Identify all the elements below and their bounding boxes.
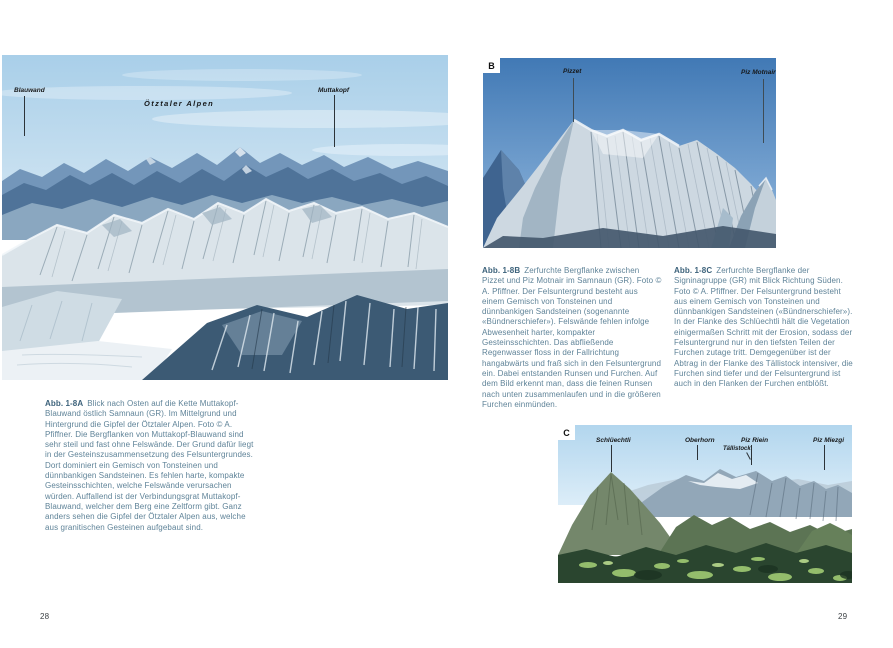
page-number-right: 29 <box>838 612 848 621</box>
peak-label-muttakopf: Muttakopf <box>318 87 350 94</box>
peak-label-piz-riein: Piz Riein <box>741 437 769 444</box>
figure-c-caption-text: Zerfurchte Bergflanke der Signinagruppe (GR) mit Blick Richtung Süden. Foto © A. Pfiffner. Der Felsuntergrund besteht aus einem Gemisch von Tonsteinen und dünnbankigen Sandsteinen («Bündnerschiefer»). In der Flanke des Schlüechtli hält die Vegetation einigermaßen Schritt mit der Erosion, sodass der Felsuntergrund nur in den tiefsten Teilen der Furchen zutage tritt. Demgegenüber ist der Abtrag in der Flanke des Tällistock intensiver, die Furchen sind tiefer und der Felsuntergrund ist auch in den Flanken der Furchen entblößt. <box>674 266 853 389</box>
figure-b-caption <box>482 266 662 410</box>
leader-line-muttakopf <box>334 95 335 147</box>
figure-c-photo <box>558 425 852 583</box>
peak-label-taellistock: Tällistock <box>723 446 751 452</box>
peak-label-pizzet: Pizzet <box>563 68 582 75</box>
figure-a-caption-text: Blick nach Osten auf die Kette Muttakopf-Blauwand östlich Samnaun (GR). Im Mittelgrund und Hintergrund die Gipfel der Ötztaler Alpen. Foto © A. Pfiffner. Die Bergflanken von Muttakopf-Blauwand sind sehr steil und fast ohne Felswände. Der Grund dafür liegt in der Gesteinszusammensetzung des Felsuntergrundes. Dort dominiert ein Gemisch von Tonsteinen und dünnbankigen Sandsteinen. Es fehlen harte, kompakte Gesteinsschichten, welche Felswände verursachen würden. Auffallend ist der Verbindungsgrat Muttakopf-Blauwand, welcher dem Berg eine Zeltform gibt. Ganz anders sehen die Gipfel der Ötztaler Alpen aus, welche aus granitischen Gesteinen aufgebaut sind. <box>45 399 254 532</box>
leader-line-pizzet <box>573 78 574 122</box>
peak-label-schluechtli: Schlüechtli <box>596 437 631 444</box>
peak-label-piz-motnair: Piz Motnair <box>741 69 776 76</box>
figure-b-caption-text: Zerfurchte Bergflanke zwischen Pizzet und Piz Motnair im Samnaun (GR). Foto © A. Pfiffner. Der Felsuntergrund besteht aus einem Gemisch von Tonsteinen und dünnbankigen Sandsteinen (sogenannte «Bündnerschiefer»). Felswände fehlen infolge Abwesenheit harter, kompakter Gesteinsschichten. Das abfließende Regenwasser floss in der Fallrichtung hangabwärts und fraß sich in den Felsuntergrund ein. Dabei entstanden Runsen und Furchen. Auf dem Bild erkennt man, dass die feinen Runsen nach unten zusammenlaufen und in die größeren Furchen einmünden. <box>482 266 662 409</box>
leader-line-piz-miezgi <box>824 445 825 470</box>
mountain-panorama-illustration <box>2 55 448 380</box>
leader-line-blauwand <box>24 96 25 136</box>
figure-a-id: Abb. 1-8A <box>45 399 84 408</box>
furrowed-flank-illustration <box>483 58 776 248</box>
leader-line-piz-motnair <box>763 79 764 143</box>
figure-c-marker-badge: C <box>558 425 575 440</box>
green-mountain-illustration <box>558 425 852 583</box>
leader-line-piz-riein <box>751 445 752 465</box>
peak-label-oberhorn: Oberhorn <box>685 437 715 444</box>
figure-c-caption <box>674 266 856 390</box>
figure-b-marker-badge: B <box>483 58 500 73</box>
figure-b-id: Abb. 1-8B <box>482 266 521 275</box>
leader-line-oberhorn <box>697 445 698 460</box>
peak-label-blauwand: Blauwand <box>14 87 45 94</box>
figure-c-id: Abb. 1-8C <box>674 266 713 275</box>
figure-a-caption <box>45 399 258 533</box>
range-label-oetztaler-alpen: Ötztaler Alpen <box>144 99 215 108</box>
page-number-left: 28 <box>40 612 50 621</box>
figure-a-photo <box>2 55 448 380</box>
peak-label-piz-miezgi: Piz Miezgi <box>813 437 845 444</box>
figure-b-photo <box>483 58 776 248</box>
leader-line-schluechtli <box>611 445 612 472</box>
